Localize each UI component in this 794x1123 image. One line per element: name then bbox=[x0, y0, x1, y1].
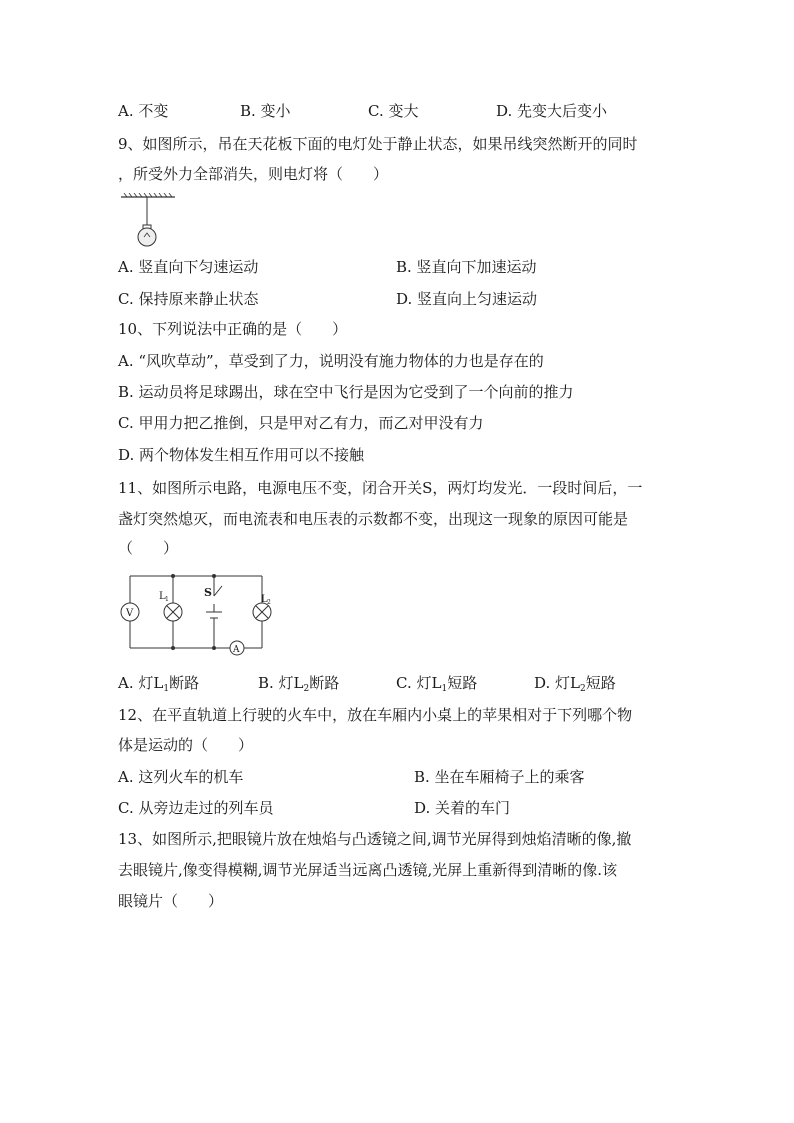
q11-stem-line2: 盏灯突然熄灭，而电流表和电压表的示数都不变，出现这一现象的原因可能是 bbox=[118, 510, 629, 528]
q9-stem-line1: 9、如图所示，吊在天花板下面的电灯处于静止状态，如果吊线突然断开的同时 bbox=[118, 135, 638, 153]
q10-option-c: C. 甲用力把乙推倒，只是甲对乙有力，而乙对甲没有力 bbox=[118, 414, 484, 432]
q10-option-b: B. 运动员将足球踢出，球在空中飞行是因为它受到了一个向前的推力 bbox=[118, 383, 574, 401]
q12-stem-line2: 体是运动的（ ） bbox=[118, 736, 254, 754]
lamp2-label: L bbox=[261, 594, 268, 605]
q10-option-a: A. “风吹草动”，草受到了力，说明没有施力物体的力也是存在的 bbox=[118, 352, 544, 370]
lamp1-label: L bbox=[159, 591, 166, 602]
q10-option-d: D. 两个物体发生相互作用可以不接触 bbox=[118, 446, 365, 464]
q11-option-c: C. 灯$L_1$短路 bbox=[396, 674, 478, 694]
q13-stem-line1: 13、如图所示,把眼镜片放在烛焰与凸透镜之间,调节光屏得到烛焰清晰的像,撤 bbox=[118, 830, 632, 848]
q8-option-d: D. 先变大后变小 bbox=[496, 102, 608, 120]
hanging-lamp-figure bbox=[118, 193, 178, 251]
voltmeter-label: V bbox=[126, 608, 134, 619]
q11-stem-line1: 11、如图所示电路，电源电压不变，闭合开关S，两灯均发光．一段时间后，一 bbox=[118, 479, 643, 497]
q11-option-d: D. 灯$L_2$短路 bbox=[534, 674, 616, 694]
q12-option-b: B. 坐在车厢椅子上的乘客 bbox=[414, 768, 585, 786]
q9-option-a: A. 竖直向下匀速运动 bbox=[118, 258, 259, 276]
ammeter-label: A bbox=[233, 645, 240, 655]
lamp1-subscript: 1 bbox=[165, 596, 169, 603]
q11-option-a: A. 灯$L_1$断路 bbox=[118, 674, 200, 694]
circuit-figure bbox=[118, 568, 278, 660]
q10-stem: 10、下列说法中正确的是（ ） bbox=[118, 320, 348, 338]
q9-stem-line2: ，所受外力全部消失，则电灯将（ ） bbox=[118, 165, 389, 183]
q9-option-b: B. 竖直向下加速运动 bbox=[396, 258, 537, 276]
q13-stem-line3: 眼镜片（ ） bbox=[118, 892, 224, 910]
q8-option-c: C. 变大 bbox=[368, 102, 419, 120]
switch-label: S bbox=[204, 586, 212, 599]
lamp2-subscript: 2 bbox=[267, 599, 271, 606]
q8-option-a: A. 不变 bbox=[118, 102, 169, 120]
q8-option-b: B. 变小 bbox=[240, 102, 291, 120]
q12-stem-line1: 12、在平直轨道上行驶的火车中，放在车厢内小桌上的苹果相对于下列哪个物 bbox=[118, 706, 633, 724]
q12-option-c: C. 从旁边走过的列车员 bbox=[118, 799, 274, 817]
q11-option-b: B. 灯$L_2$断路 bbox=[258, 674, 340, 694]
q9-option-c: C. 保持原来静止状态 bbox=[118, 290, 259, 308]
q13-stem-line2: 去眼镜片,像变得模糊,调节光屏适当远离凸透镜,光屏上重新得到清晰的像.该 bbox=[118, 861, 618, 879]
q12-option-d: D. 关着的车门 bbox=[414, 799, 511, 817]
q9-option-d: D. 竖直向上匀速运动 bbox=[396, 290, 538, 308]
q12-option-a: A. 这列火车的机车 bbox=[118, 768, 244, 786]
q11-stem-line3: （ ） bbox=[118, 539, 179, 557]
